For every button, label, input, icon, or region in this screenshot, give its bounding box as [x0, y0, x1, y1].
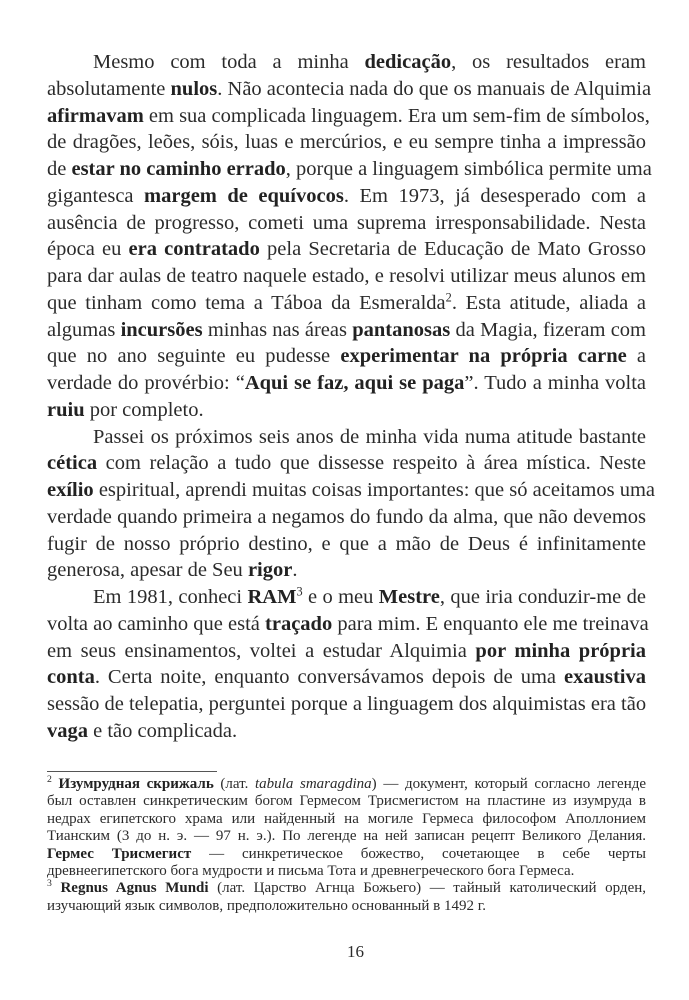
bold-text: experimentar na própria carne — [340, 345, 627, 368]
text-line — [47, 129, 646, 156]
bold-text: estar no caminho errado — [71, 158, 286, 180]
paragraph — [47, 424, 656, 585]
bold-text: RAM — [247, 586, 297, 608]
text-run: em sua complicada linguagem. Era um sem-fim de símbolos, — [143, 104, 650, 127]
text-run: древнеегипетского бога мудрости и письма Тота и древнегреческого бога Гермеса. — [47, 862, 575, 879]
paragraph — [47, 584, 649, 745]
footnotes — [47, 776, 646, 915]
bold-text: afirmavam — [47, 104, 144, 127]
footnote-ref: 2 — [47, 774, 52, 786]
text-run: pela Secretaria de Educação de Mato Grosso — [259, 238, 646, 261]
footnote-ref: 3 — [47, 878, 52, 890]
footnote-separator — [47, 771, 217, 772]
footnote — [47, 880, 646, 915]
text-run: Mesmo com toda a minha — [93, 51, 365, 73]
text-run: — синкретическое божество, сочетающее в себе черты — [191, 845, 646, 862]
footnote — [47, 776, 646, 880]
footnote-ref: 2 — [445, 290, 452, 305]
bold-text: cética — [47, 452, 98, 475]
text-run: volta ao caminho que está — [47, 612, 266, 635]
text-run: em seus ensinamentos, voltei a estudar Alquimia — [47, 639, 476, 662]
text-line — [47, 880, 646, 897]
text-line — [47, 863, 646, 880]
bold-text: era contratado — [128, 238, 260, 261]
text-run: absolutamente — [47, 77, 171, 100]
text-run: época eu — [47, 238, 129, 261]
text-run: , que iria conduzir-me de — [439, 586, 646, 608]
bold-text: Mestre — [378, 586, 440, 608]
text-run: . Em 1973, já desesperado com a — [343, 184, 646, 207]
text-run: de dragões, leões, sóis, luas e mercúrios, e eu sempre tinha a impressão — [47, 131, 646, 154]
text-run: . — [292, 559, 298, 582]
text-line — [47, 450, 646, 477]
text-line — [47, 370, 646, 397]
text-run: недрах египетского храма или найденный на могиле Гермеса философом Аполлонием — [47, 810, 646, 827]
text-run: изучающий язык символов, предположительно основанный в 1492 г. — [47, 897, 486, 914]
text-line — [47, 103, 650, 130]
text-line — [47, 638, 646, 665]
text-run: ) — документ, который согласно легенде — [371, 776, 647, 792]
text-run: verdade do provérbio: “ — [47, 372, 245, 394]
text-run: que tinham como tema a Táboa da Esmeralda — [47, 291, 446, 314]
bold-text: exílio — [47, 479, 94, 501]
text-run: . Certa noite, enquanto conversávamos depois de uma — [94, 666, 564, 689]
text-line — [47, 397, 646, 424]
text-line — [47, 811, 646, 828]
bold-text: traçado — [265, 612, 333, 635]
text-run: tabula smaragdina — [255, 776, 372, 792]
text-line — [47, 183, 646, 210]
text-line — [47, 611, 649, 638]
text-run: fugir de nosso próprio destino, e que a mão de Deus é infinitamente — [47, 532, 646, 555]
text-run: algumas — [47, 318, 121, 341]
bold-text: conta — [47, 666, 95, 689]
text-run: (лат. Царство Агнца Божьего) — тайный католический орден, — [208, 880, 646, 897]
bold-text: por minha própria — [475, 639, 646, 662]
text-run — [52, 776, 59, 792]
bold-text: margem de equívocos — [144, 184, 344, 207]
text-run: e tão complicada. — [88, 719, 238, 742]
text-run: . Não acontecia nada do que os manuais de Alquimia — [217, 77, 652, 100]
bold-text: pantanosas — [352, 318, 451, 341]
text-run: que no ano seguinte eu pudesse — [47, 345, 341, 368]
text-run: . Esta atitude, aliada a — [451, 291, 646, 314]
text-run: com relação a tudo que dissesse respeito à área mística. Neste — [97, 452, 646, 475]
text-run: был оставлен синкретическим богом Гермесом Трисмегистом на пластине из изумруда в — [47, 793, 646, 810]
bold-text: rigor — [247, 559, 293, 582]
text-line — [47, 828, 646, 845]
text-run: minhas nas áreas — [202, 318, 353, 341]
text-run: , os resultados eram — [451, 51, 646, 73]
text-line — [47, 210, 646, 237]
text-run: da Magia, fizeram com — [450, 318, 646, 341]
bold-text: dedicação — [364, 51, 452, 73]
text-line — [47, 793, 646, 810]
text-line — [47, 531, 646, 558]
text-line — [47, 557, 646, 584]
text-line — [47, 584, 646, 611]
bold-text: Изумрудная скрижаль — [58, 776, 214, 792]
text-run: e o meu — [302, 586, 379, 608]
bold-text: nulos — [170, 77, 218, 100]
text-line — [47, 290, 646, 317]
text-run: a — [626, 345, 646, 368]
text-line — [47, 263, 646, 290]
text-run: verdade quando primeira a negamos do fundo da alma, que não devemos — [47, 505, 646, 528]
bold-text: Regnus Agnus Mundi — [60, 880, 209, 897]
paragraph — [47, 49, 652, 424]
text-line — [47, 49, 646, 76]
bold-text: exaustiva — [564, 666, 646, 689]
text-line — [47, 776, 646, 793]
text-run: para mim. E enquanto ele me treinava — [332, 612, 649, 635]
text-line — [47, 898, 646, 915]
text-line — [47, 76, 652, 103]
footnote-ref: 3 — [296, 584, 303, 599]
bold-text: ruiu — [47, 398, 85, 421]
text-run: generosa, apesar de Seu — [47, 559, 248, 582]
text-run: (лат. — [213, 776, 255, 792]
text-run: ausência de progresso, cometi uma suprema irresponsabilidade. Nesta — [47, 211, 646, 234]
text-line — [47, 846, 646, 863]
bold-text: incursões — [120, 318, 203, 341]
text-run: por completo. — [84, 398, 204, 421]
bold-text: vaga — [47, 719, 88, 742]
page-number: 16 — [347, 942, 364, 961]
text-line — [47, 691, 646, 718]
text-line — [47, 477, 656, 504]
text-run: Em 1981, conheci — [93, 586, 248, 608]
text-run: de — [47, 158, 72, 180]
text-line — [47, 424, 646, 451]
text-line — [47, 718, 646, 745]
text-line — [47, 343, 646, 370]
text-run: Passei os próximos seis anos de minha vida numa atitude bastante — [93, 425, 646, 448]
bold-text: Гермес Трисмегист — [47, 845, 192, 862]
text-run: ”. Tudo a minha volta — [464, 372, 647, 394]
text-run: , porque a linguagem simbólica permite uma — [285, 158, 652, 180]
text-run: gigantesca — [47, 184, 145, 207]
text-run: para dar aulas de teatro naquele estado, e resolvi utilizar meus alunos em — [47, 265, 646, 287]
text-run: Тианским (3 до н. э. — 97 н. э.). По легенде на ней записан рецепт Великого Делания. — [47, 828, 646, 845]
bold-text: Aqui se faz, aqui se paga — [244, 372, 465, 394]
main-text — [47, 49, 656, 745]
text-line — [47, 664, 646, 691]
text-line — [47, 236, 646, 263]
text-line — [47, 317, 646, 344]
text-line — [47, 156, 652, 183]
text-line — [47, 504, 646, 531]
text-run: sessão de telepatia, perguntei porque a linguagem dos alquimistas era tão — [47, 693, 647, 715]
text-run: espiritual, aprendi muitas coisas importantes: que só aceitamos uma — [93, 479, 656, 501]
